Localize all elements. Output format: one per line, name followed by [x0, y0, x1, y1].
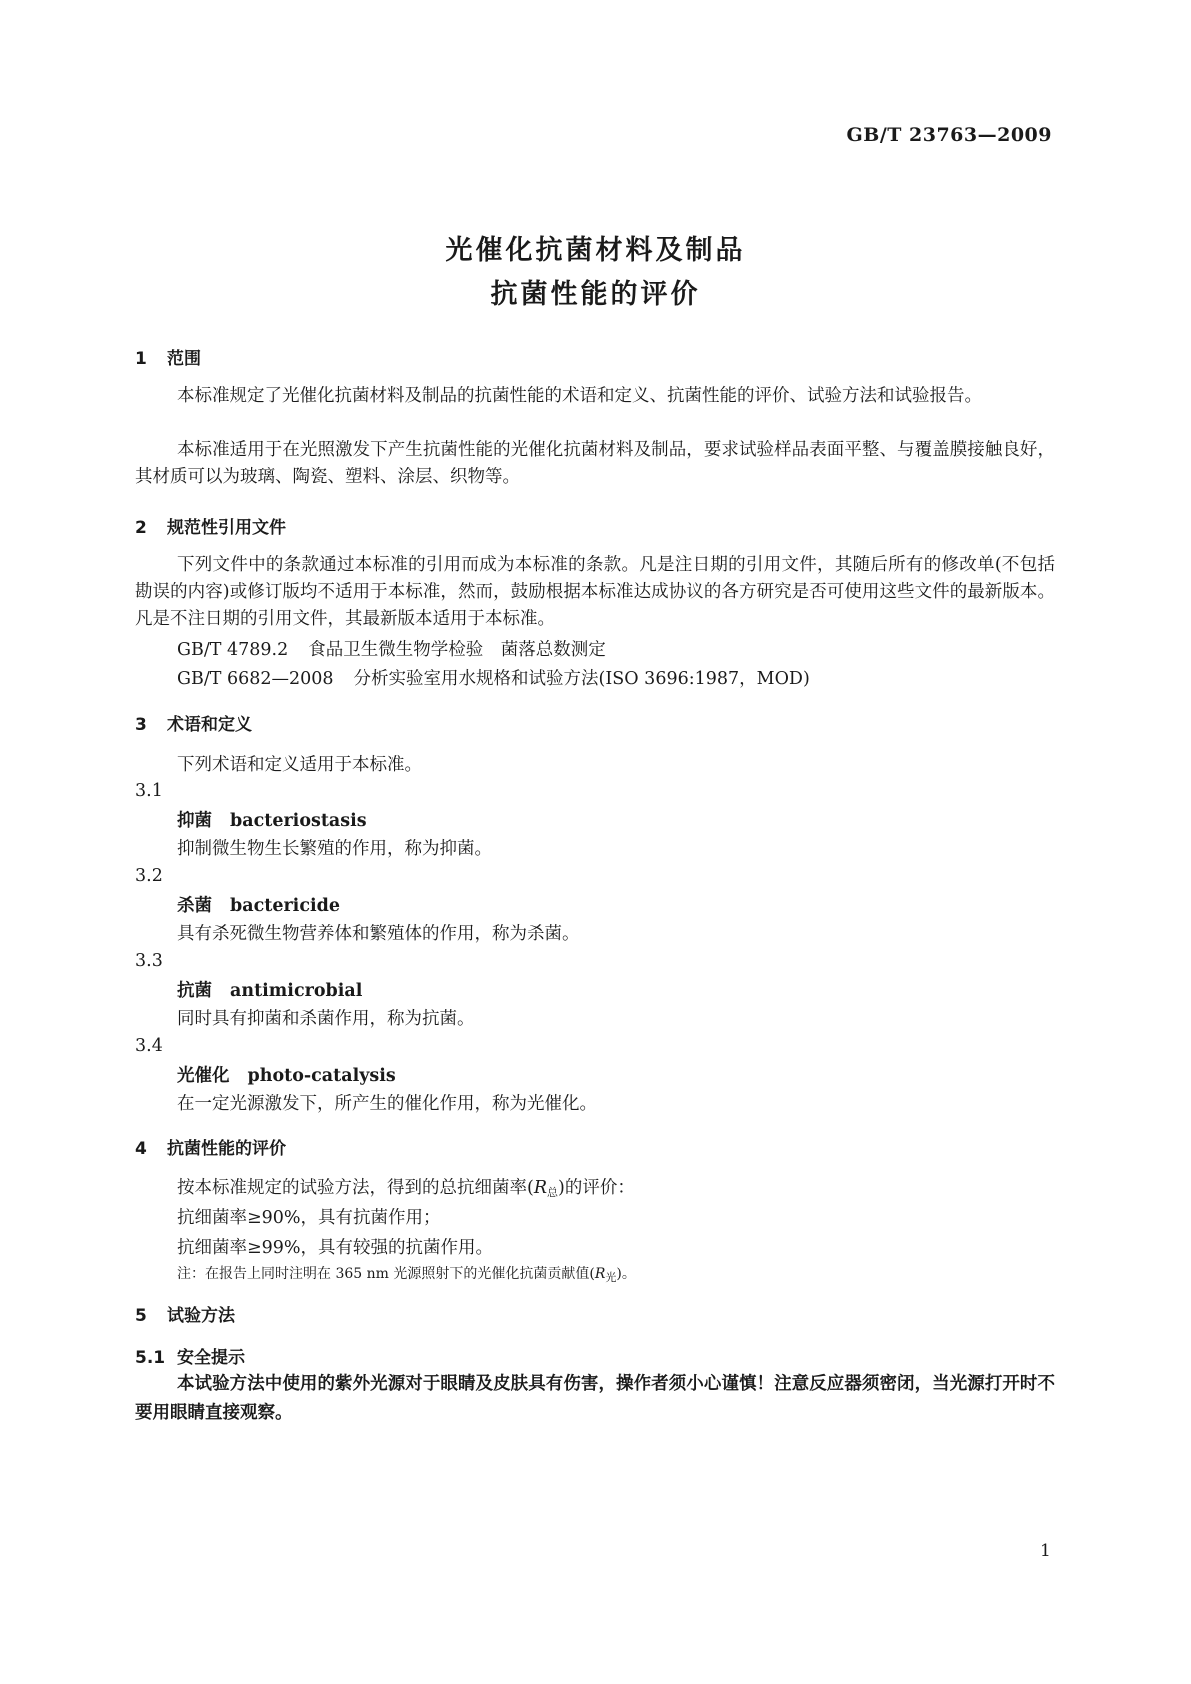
- term-en: bacteriostasis: [230, 811, 367, 831]
- term-entry: [177, 977, 362, 1002]
- clause-number: 3.1: [135, 781, 163, 801]
- term-definition: 具有杀死微生物营养体和繁殖体的作用，称为杀菌。: [177, 924, 580, 944]
- term-entry: [177, 1062, 396, 1087]
- clause-number: 3.3: [135, 951, 163, 971]
- evaluation-note: [177, 1263, 636, 1285]
- section-number: 1: [135, 349, 147, 369]
- term-definition: 同时具有抑菌和杀菌作用，称为抗菌。: [177, 1009, 475, 1029]
- term-zh: 抗菌: [177, 981, 212, 1001]
- normative-reference-2: [177, 665, 810, 690]
- reference-code: GB/T 4789.2: [177, 640, 289, 660]
- safety-warning: 本试验方法中使用的紫外光源对于眼睛及皮肤具有伤害，操作者须小心谨慎！注意反应器须密闭，当光源打开时不要用眼睛直接观察。: [135, 1374, 1055, 1423]
- note-tail: )。: [616, 1266, 636, 1282]
- term-en: bactericide: [230, 896, 340, 916]
- clause-number: 3.2: [135, 866, 163, 886]
- term-en: antimicrobial: [230, 981, 363, 1001]
- evaluation-criterion-1: 抗细菌率≥90%，具有抗菌作用；: [177, 1208, 441, 1228]
- subsection-title: 安全提示: [177, 1348, 245, 1368]
- page-number: 1: [1040, 1541, 1051, 1561]
- clause-number: 3.4: [135, 1036, 163, 1056]
- term-zh: 抑菌: [177, 811, 212, 831]
- normative-reference-1: [177, 636, 606, 661]
- section-number: 2: [135, 518, 147, 538]
- standard-code: GB/T 23763—2009: [846, 124, 1052, 146]
- subsection-5-1-heading: [135, 1343, 245, 1368]
- term-definition: 抑制微生物生长繁殖的作用，称为抑菌。: [177, 839, 492, 859]
- reference-title: 分析实验室用水规格和试验方法(ISO 3696:1987，MOD): [353, 669, 810, 689]
- reference-code: GB/T 6682—2008: [177, 669, 334, 689]
- term-zh: 光催化: [177, 1066, 230, 1086]
- evaluation-criterion-2: 抗细菌率≥99%，具有较强的抗菌作用。: [177, 1238, 494, 1258]
- section-2-paragraph: 下列文件中的条款通过本标准的引用而成为本标准的条款。凡是注日期的引用文件，其随后所有的修改单(不包括勘误的内容)或修订版均不适用于本标准，然而，鼓励根据本标准达成协议的各方研究是否可使用这些文件的最新版本。凡是不注日期的引用文件，其最新版本适用于本标准。: [135, 555, 1055, 629]
- section-1-heading: [135, 344, 201, 369]
- section-5-heading: [135, 1301, 235, 1326]
- section-1-paragraph-2: 本标准适用于在光照激发下产生抗菌性能的光催化抗菌材料及制品，要求试验样品表面平整、与覆盖膜接触良好，其材质可以为玻璃、陶瓷、塑料、涂层、织物等。: [135, 440, 1055, 487]
- section-4-heading: [135, 1134, 286, 1159]
- reference-title: 食品卫生微生物学检验 菌落总数测定: [308, 640, 606, 660]
- section-3-heading: [135, 710, 252, 735]
- section-number: 3: [135, 715, 147, 735]
- section-3-intro: 下列术语和定义适用于本标准。: [177, 755, 422, 775]
- term-zh: 杀菌: [177, 896, 212, 916]
- section-number: 4: [135, 1139, 147, 1159]
- subsection-number: 5.1: [135, 1348, 166, 1368]
- term-entry: [177, 892, 340, 917]
- evaluation-intro-tail: )的评价：: [558, 1178, 635, 1198]
- term-definition: 在一定光源激发下，所产生的催化作用，称为光催化。: [177, 1094, 597, 1114]
- term-entry: [177, 807, 367, 832]
- note-text: 注：在报告上同时注明在 365 nm 光源照射下的光催化抗菌贡献值(: [177, 1266, 595, 1282]
- section-title: 范围: [167, 349, 201, 369]
- evaluation-intro-text: 按本标准规定的试验方法，得到的总抗细菌率(: [177, 1178, 534, 1198]
- section-title: 术语和定义: [167, 715, 252, 735]
- evaluation-intro: [177, 1174, 635, 1200]
- symbol-r: R: [533, 1178, 548, 1198]
- section-title: 试验方法: [167, 1306, 235, 1326]
- symbol-subscript: 总: [547, 1186, 559, 1199]
- section-1-paragraph-1: 本标准规定了光催化抗菌材料及制品的抗菌性能的术语和定义、抗菌性能的评价、试验方法和试验报告。: [177, 386, 982, 406]
- document-title-line2: 抗菌性能的评价: [490, 279, 701, 310]
- section-title: 规范性引用文件: [167, 518, 286, 538]
- section-title: 抗菌性能的评价: [167, 1139, 286, 1159]
- symbol-subscript: 光: [605, 1271, 617, 1284]
- symbol-r: R: [594, 1266, 606, 1282]
- section-number: 5: [135, 1306, 147, 1326]
- term-en: photo-catalysis: [247, 1066, 396, 1086]
- document-title-line1: 光催化抗菌材料及制品: [445, 235, 746, 266]
- section-2-heading: [135, 513, 286, 538]
